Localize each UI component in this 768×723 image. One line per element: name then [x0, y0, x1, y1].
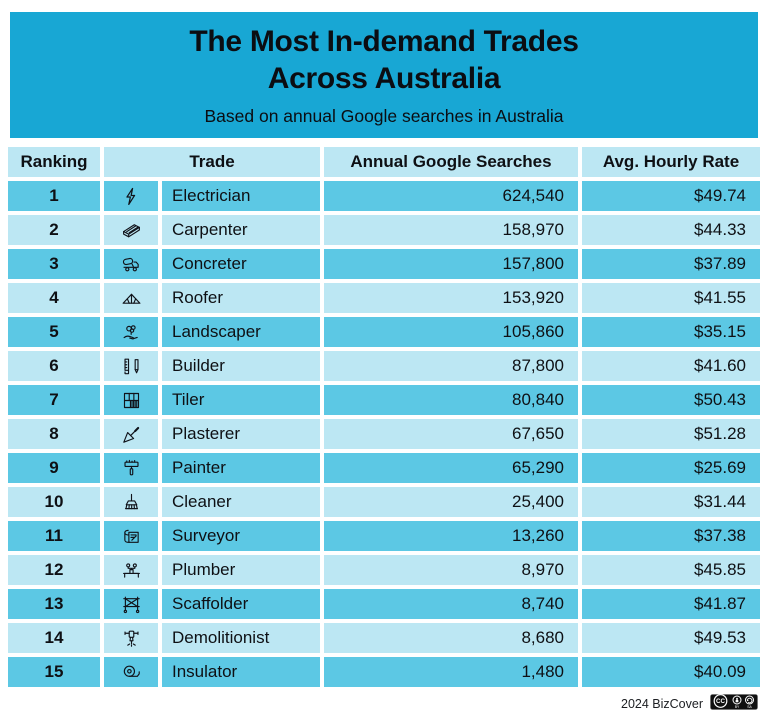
table-row [8, 385, 760, 415]
tiles-icon [104, 385, 158, 415]
svg-text:CC: CC [716, 697, 725, 705]
table-row [8, 317, 760, 347]
trade-name: Plasterer [162, 419, 320, 449]
roof-truss-icon [104, 283, 158, 313]
rank-cell: 4 [8, 283, 100, 313]
table-row [8, 453, 760, 483]
rate-value: $35.15 [582, 317, 760, 347]
scaffold-icon [104, 589, 158, 619]
searches-value: 87,800 [324, 351, 578, 381]
trade-name: Painter [162, 453, 320, 483]
trade-name: Cleaner [162, 487, 320, 517]
rate-value: $44.33 [582, 215, 760, 245]
searches-value: 25,400 [324, 487, 578, 517]
trade-name: Plumber [162, 555, 320, 585]
searches-value: 105,860 [324, 317, 578, 347]
searches-value: 65,290 [324, 453, 578, 483]
table-row [8, 555, 760, 585]
credit-text: 2024 BizCover [621, 697, 703, 711]
rank-cell: 15 [8, 657, 100, 687]
rank-cell: 12 [8, 555, 100, 585]
footer [621, 692, 758, 716]
rate-value: $37.38 [582, 521, 760, 551]
header-trade: Trade [104, 147, 320, 177]
rate-value: $45.85 [582, 555, 760, 585]
table-row [8, 521, 760, 551]
trade-name: Tiler [162, 385, 320, 415]
trade-name: Scaffolder [162, 589, 320, 619]
table-header-row [8, 147, 760, 177]
table-row [8, 589, 760, 619]
rate-value: $50.43 [582, 385, 760, 415]
rate-value: $51.28 [582, 419, 760, 449]
rank-cell: 13 [8, 589, 100, 619]
cement-mixer-icon [104, 249, 158, 279]
trade-name: Surveyor [162, 521, 320, 551]
trowel-icon [104, 419, 158, 449]
page-title-line1: The Most In-demand Trades [189, 25, 579, 58]
rank-cell: 8 [8, 419, 100, 449]
searches-value: 158,970 [324, 215, 578, 245]
trade-name: Electrician [162, 181, 320, 211]
searches-value: 157,800 [324, 249, 578, 279]
timber-plank-icon [104, 215, 158, 245]
searches-value: 8,680 [324, 623, 578, 653]
lightning-bolt-icon [104, 181, 158, 211]
insulation-roll-icon [104, 657, 158, 687]
rank-cell: 3 [8, 249, 100, 279]
title-panel [10, 12, 758, 138]
rate-value: $41.87 [582, 589, 760, 619]
rate-value: $41.55 [582, 283, 760, 313]
trade-name: Builder [162, 351, 320, 381]
trade-name: Concreter [162, 249, 320, 279]
searches-value: 153,920 [324, 283, 578, 313]
rate-value: $25.69 [582, 453, 760, 483]
table-row [8, 181, 760, 211]
header-searches: Annual Google Searches [324, 147, 578, 177]
searches-value: 80,840 [324, 385, 578, 415]
rate-value: $31.44 [582, 487, 760, 517]
table-row [8, 487, 760, 517]
searches-value: 67,650 [324, 419, 578, 449]
table-row [8, 351, 760, 381]
plant-in-hand-icon [104, 317, 158, 347]
cc-by-sa-badge [710, 692, 758, 717]
table-row [8, 419, 760, 449]
rate-value: $37.89 [582, 249, 760, 279]
searches-value: 1,480 [324, 657, 578, 687]
jackhammer-icon [104, 623, 158, 653]
pipe-valve-icon [104, 555, 158, 585]
page-subtitle: Based on annual Google searches in Australia [204, 106, 564, 126]
rank-cell: 9 [8, 453, 100, 483]
table-row [8, 215, 760, 245]
page-title-line2: Across Australia [267, 62, 501, 95]
searches-value: 8,740 [324, 589, 578, 619]
trade-name: Landscaper [162, 317, 320, 347]
rank-cell: 14 [8, 623, 100, 653]
searches-value: 624,540 [324, 181, 578, 211]
rank-cell: 6 [8, 351, 100, 381]
broom-icon [104, 487, 158, 517]
table-row [8, 283, 760, 313]
rate-value: $40.09 [582, 657, 760, 687]
header-ranking: Ranking [8, 147, 100, 177]
searches-value: 8,970 [324, 555, 578, 585]
trade-name: Roofer [162, 283, 320, 313]
ruler-pencil-icon [104, 351, 158, 381]
trade-name: Insulator [162, 657, 320, 687]
rank-cell: 1 [8, 181, 100, 211]
blueprint-icon [104, 521, 158, 551]
rank-cell: 11 [8, 521, 100, 551]
header-rate: Avg. Hourly Rate [582, 147, 760, 177]
rank-cell: 2 [8, 215, 100, 245]
trade-name: Demolitionist [162, 623, 320, 653]
svg-text:SA: SA [747, 704, 752, 709]
rate-value: $49.53 [582, 623, 760, 653]
rank-cell: 10 [8, 487, 100, 517]
rank-cell: 5 [8, 317, 100, 347]
trade-name: Carpenter [162, 215, 320, 245]
rank-cell: 7 [8, 385, 100, 415]
rate-value: $49.74 [582, 181, 760, 211]
trades-table [8, 147, 760, 691]
table-row [8, 623, 760, 653]
searches-value: 13,260 [324, 521, 578, 551]
paint-roller-icon [104, 453, 158, 483]
svg-text:BY: BY [734, 704, 740, 709]
table-row [8, 249, 760, 279]
table-row [8, 657, 760, 687]
rate-value: $41.60 [582, 351, 760, 381]
